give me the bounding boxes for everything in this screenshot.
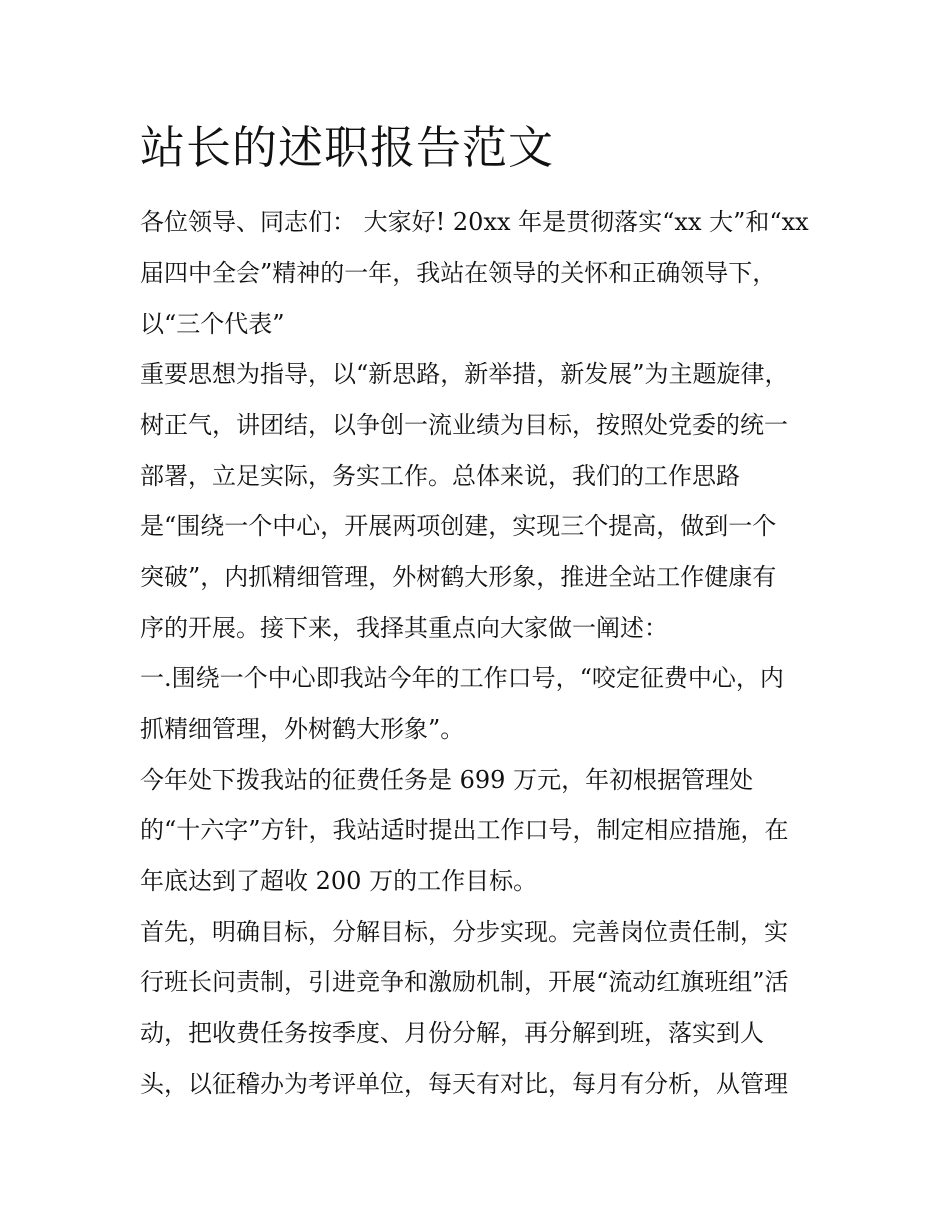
body-line: 今年处下拨我站的征费任务是 699 万元，年初根据管理处 [140,766,754,794]
body-line: 部署，立足实际，务实工作。总体来说，我们的工作思路 [140,462,740,490]
body-line: 一.围绕一个中心即我站今年的工作口号，“咬定征费中心，内 [140,664,784,692]
body-line: 届四中全会”精神的一年，我站在领导的关怀和正确领导下， [140,259,777,287]
body-line: 是“围绕一个中心，开展两项创建，实现三个提高，做到一个 [140,512,777,540]
body-line: 抓精细管理，外树鹤大形象”。 [140,715,465,743]
body-line: 以“三个代表” [140,310,285,338]
body-line: 树正气，讲团结，以争创一流业绩为目标，按照处党委的统一 [140,411,788,439]
body-line: 动，把收费任务按季度、月份分解，再分解到班，落实到人 [140,1019,764,1047]
document-title: 站长的述职报告范文 [140,121,555,174]
body-line: 突破”，内抓精细管理，外树鹤大形象，推进全站工作健康有 [140,563,777,591]
body-line: 首先，明确目标，分解目标，分步实现。完善岗位责任制，实 [140,918,788,946]
body-line: 各位领导、同志们： 大家好! 20xx 年是贯彻落实“xx 大”和“xx [140,208,809,236]
body-line: 重要思想为指导，以“新思路，新举措，新发展”为主题旋律， [140,360,789,388]
body-line: 头，以征稽办为考评单位，每天有对比，每月有分析，从管理 [140,1070,788,1098]
body-line: 年底达到了超收 200 万的工作目标。 [140,867,538,895]
body-line: 的“十六字”方针，我站适时提出工作口号，制定相应措施，在 [140,816,789,844]
body-line: 行班长问责制，引进竞争和激励机制，开展“流动红旗班组”活 [140,968,789,996]
body-line: 序的开展。接下来，我择其重点向大家做一阐述： [140,614,668,642]
